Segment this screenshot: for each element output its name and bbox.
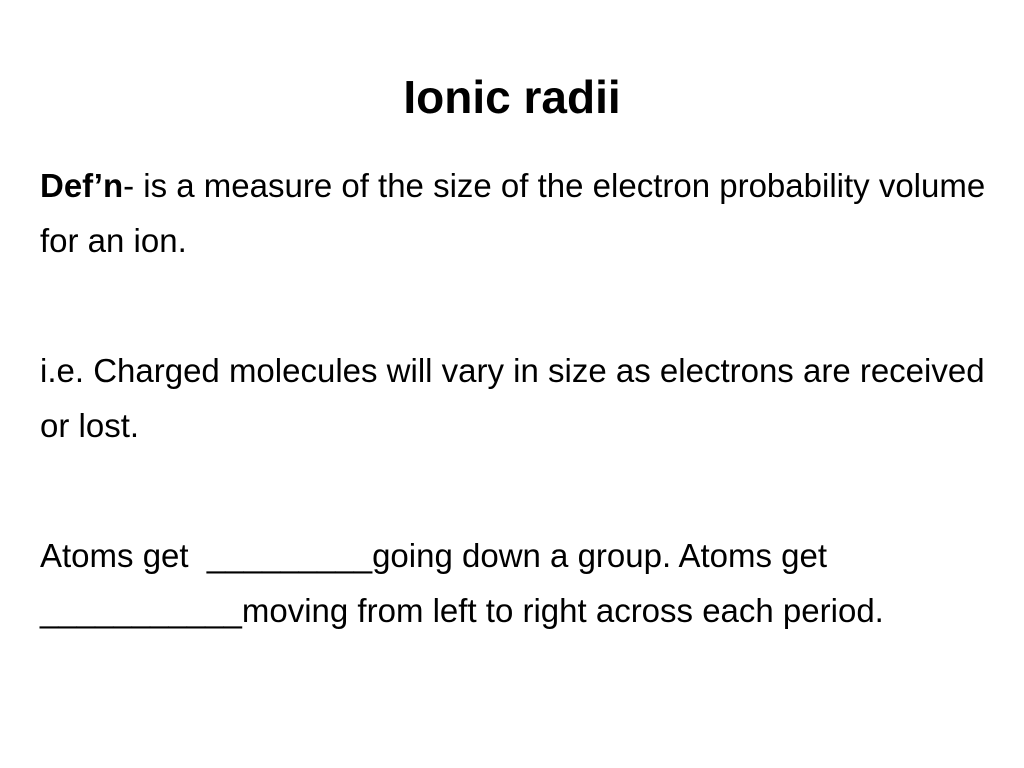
definition-text: - is a measure of the size of the electron probability volume for an ion. bbox=[40, 167, 986, 259]
fill-in-paragraph: Atoms get _________going down a group. Atoms get ___________moving from left to right across each period. bbox=[40, 537, 884, 629]
slide-title: Ionic radii bbox=[403, 71, 621, 123]
slide-body bbox=[40, 158, 995, 638]
definition-paragraph bbox=[40, 158, 995, 268]
example-paragraph: i.e. Charged molecules will vary in size as electrons are received or lost. bbox=[40, 352, 985, 444]
definition-term: Def’n bbox=[40, 167, 124, 204]
